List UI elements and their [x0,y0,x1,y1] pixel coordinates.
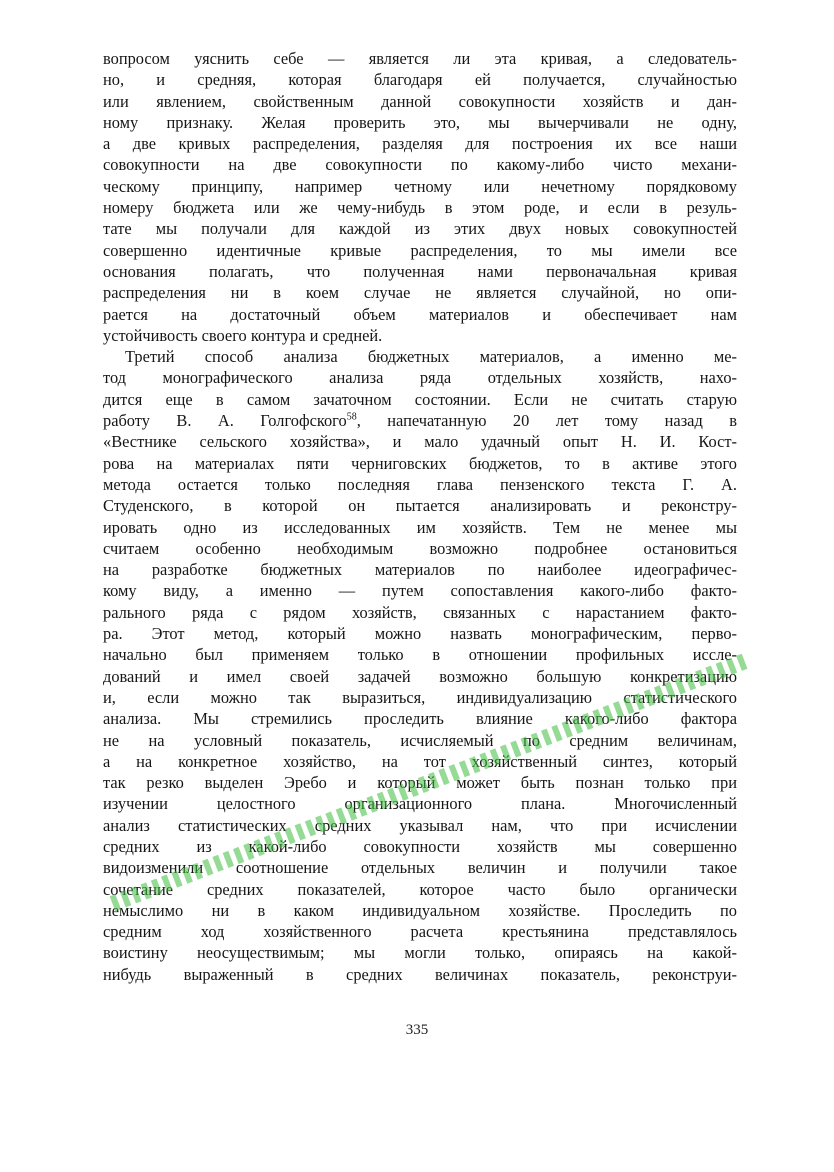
text-line: и, если можно так выразиться, индивидуализацию статистического [103,687,737,707]
text-line: изучении целостного организационного плана. Многочисленный [103,794,737,814]
text-line: нибудь выраженный в средних величинах показатель, реконструи- [103,964,737,984]
text-line: Студенского, в которой он пытается анализировать и реконстру- [103,496,737,516]
text-line: не на условный показатель, исчисляемый по средним величинам, [103,730,737,750]
text-line: немыслимо ни в каком индивидуальном хозяйстве. Проследить по [103,900,737,920]
text-line: дований и имел своей задачей возможно большую конкретизацию [103,666,737,686]
page-number: 335 [405,1022,429,1038]
text-line: устойчивость своего контура и средней. [103,325,383,345]
text-line-with-footnote [103,410,737,431]
text-line: метода остается только последняя глава пензенского текста Г. А. [103,474,737,494]
text-line: анализ статистических средних указывал нам, что при исчислении [103,815,737,835]
paragraph-1 [103,48,737,346]
text-line: кому виду, а именно — путем сопоставления какого-либо факто- [103,581,737,601]
text-line: или явлением, свойственным данной совокупности хозяйств и дан- [103,91,737,111]
text-line: средних из какой-либо совокупности хозяйств мы совершенно [103,836,737,856]
text-line: считаем особенно необходимым возможно подробнее остановиться [103,538,737,558]
text-line: совокупности на две совокупности по какому-либо чисто механи- [103,155,737,175]
text-line: а две кривых распределения, разделяя для построения их все наши [103,134,737,154]
text-line: рального ряда с рядом хозяйств, связанных с нарастанием факто- [103,602,737,622]
text-line: номеру бюджета или же чему-нибудь в этом роде, и если в резуль- [103,198,737,218]
text-line: начально был применяем только в отношении профильных иссле- [103,645,737,665]
paragraph-2 [103,346,737,985]
text-line: рается на достаточный объем материалов и обеспечивает нам [103,304,737,324]
text-line: сочетание средних показателей, которое часто было органически [103,879,737,899]
text-line: воистину неосуществимым; мы могли только, опираясь на какой- [103,943,737,963]
footnote-reference[interactable]: 58 [346,411,357,423]
text-line: так резко выделен Эребо и который может быть познан только при [103,773,737,793]
text-line: но, и средняя, которая благодаря ей получается, случайностью [103,70,737,90]
text-line: видоизменили соотношение отдельных величин и получили такое [103,858,737,878]
text-line: а на конкретное хозяйство, на тот хозяйственный синтез, который [103,751,737,771]
text-line: ному признаку. Желая проверить это, мы вычерчивали не одну, [103,112,737,132]
text-line: вопросом уяснить себе — является ли эта кривая, а следователь- [103,49,737,68]
text-line: «Вестнике сельского хозяйства», и мало удачный опыт Н. И. Кост- [103,432,737,452]
text-line: основания полагать, что полученная нами первоначальная кривая [103,261,737,281]
text-line: ировать одно из исследованных им хозяйств. Тем не менее мы [103,517,737,537]
text-line: ческому принципу, например четному или нечетному порядковому [103,176,737,196]
text-line: рова на материалах пяти черниговских бюджетов, то в активе этого [103,453,737,473]
text-line: дится еще в самом зачаточном состоянии. Если не считать старую [103,389,737,409]
page-body [103,48,737,985]
text-line: на разработке бюджетных материалов по наиболее идеографичес- [103,560,737,580]
text-line: распределения ни в коем случае не является случайной, но опи- [103,283,737,303]
text-line: ра. Этот метод, который можно назвать монографическим, перво- [103,624,737,644]
text-line: средним ход хозяйственного расчета крестьянина представлялось [103,922,737,942]
text-line: тате мы получали для каждой из этих двух новых совокупностей [103,219,737,239]
text-line: анализа. Мы стремились проследить влияние какого-либо фактора [103,709,737,729]
text-fragment: работу В. А. Голгофского [103,411,347,431]
text-fragment: , напечатанную 20 лет тому назад в [356,411,737,431]
text-line: тод монографического анализа ряда отдельных хозяйств, нахо- [103,368,737,388]
text-line: Третий способ анализа бюджетных материалов, а именно ме- [125,347,737,367]
text-line: совершенно идентичные кривые распределения, то мы имели все [103,240,737,260]
